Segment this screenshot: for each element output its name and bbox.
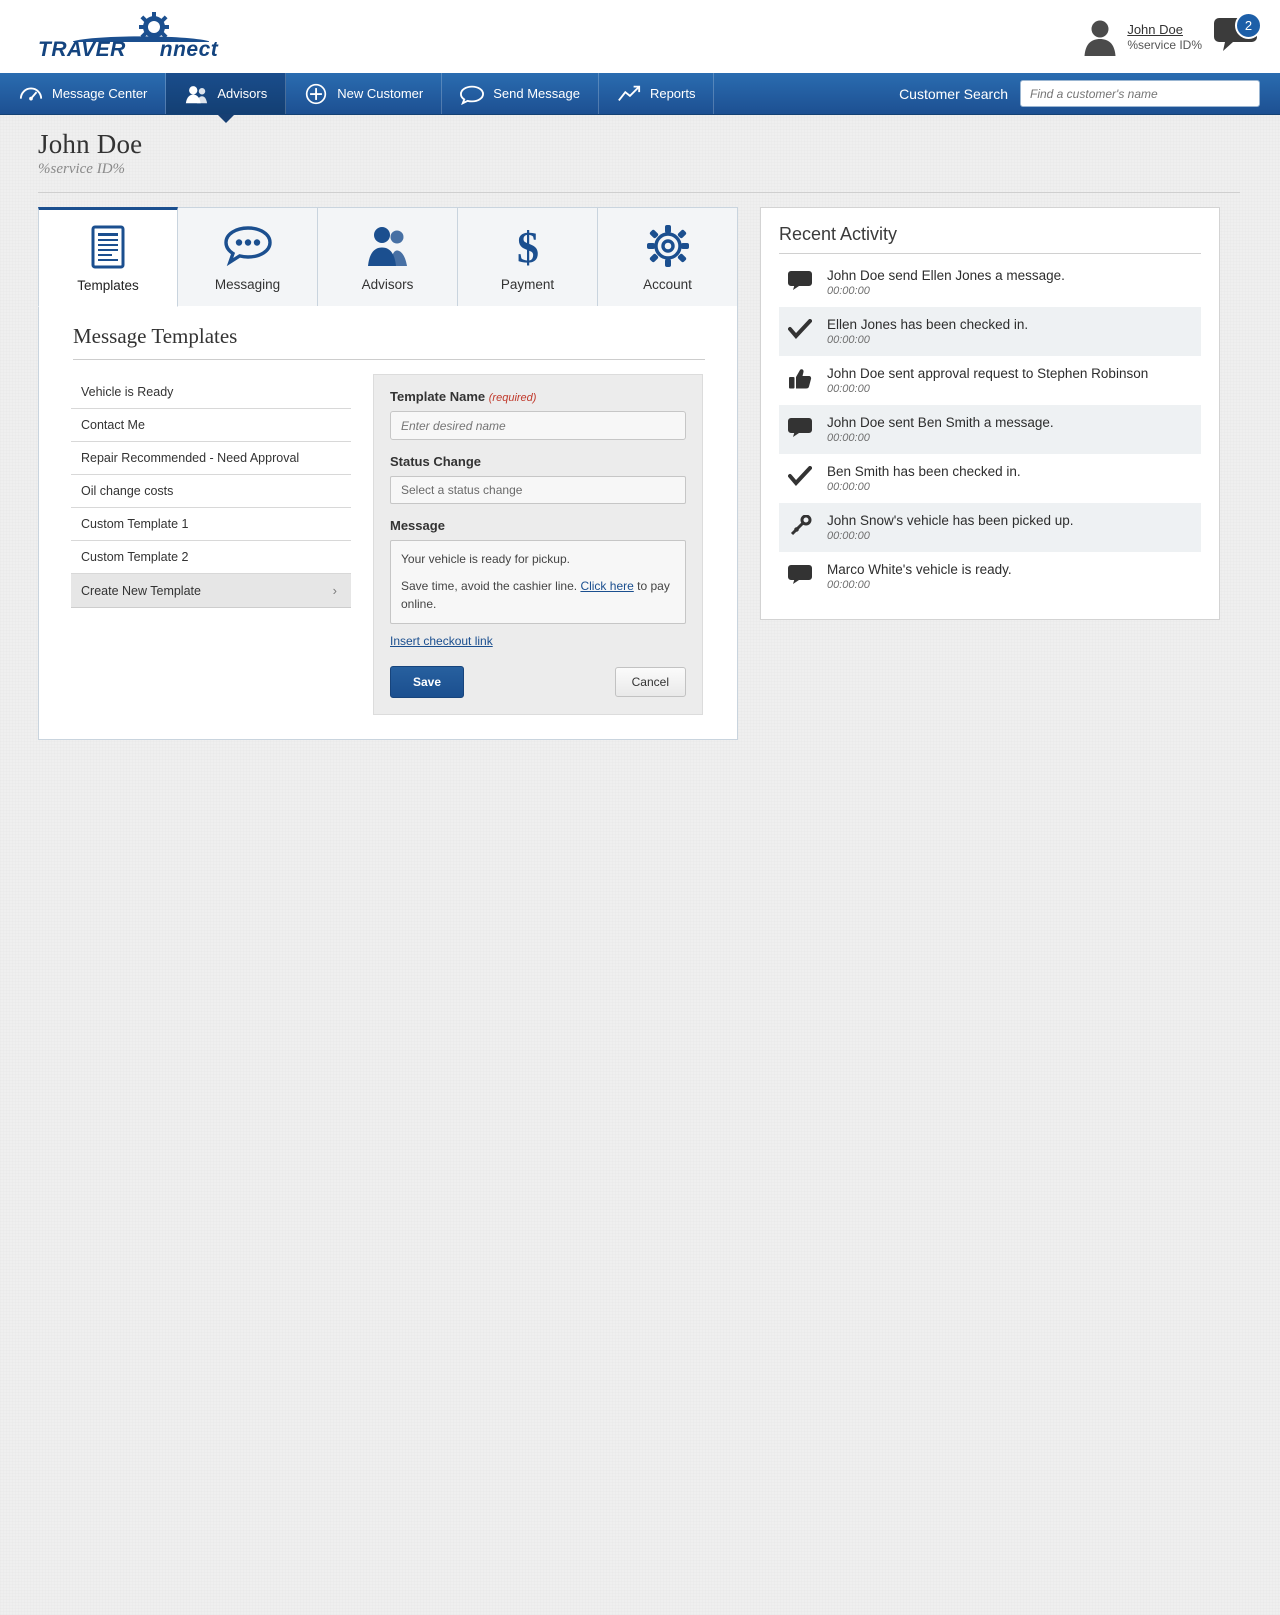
logo-wordmark-left: TRAVER (38, 38, 126, 61)
activity-row[interactable] (779, 454, 1201, 503)
panel-divider (73, 359, 705, 360)
template-name-group (390, 389, 686, 440)
nav-item-advisors[interactable] (166, 73, 286, 114)
activity-text (827, 317, 1028, 346)
activity-text (827, 513, 1074, 542)
template-name-input[interactable] (390, 411, 686, 440)
user-text (1127, 18, 1202, 53)
message-line-2-a: Save time, avoid the cashier line. (401, 578, 581, 593)
activity-row[interactable] (779, 307, 1201, 356)
form-buttons (390, 666, 686, 698)
dollar-icon (511, 223, 545, 269)
activity-message: John Snow's vehicle has been picked up. (827, 513, 1074, 528)
template-form (373, 374, 703, 715)
people-icon (364, 223, 412, 269)
messages-badge: 2 (1235, 12, 1262, 39)
left-column (38, 207, 738, 740)
recent-activity-title: Recent Activity (779, 224, 898, 244)
message-pay-link[interactable]: Click here (580, 578, 634, 593)
status-change-select[interactable] (390, 476, 686, 504)
tab-label-account: Account (643, 276, 692, 292)
activity-time: 00:00:00 (827, 334, 870, 346)
activity-time: 00:00:00 (827, 481, 870, 493)
status-change-label: Status Change (390, 454, 482, 469)
insert-checkout-link[interactable]: Insert checkout link (390, 633, 493, 648)
activity-row[interactable] (779, 356, 1201, 405)
status-change-value: Select a status change (401, 483, 523, 497)
user-name[interactable]: John Doe (1127, 22, 1183, 37)
message-group (390, 518, 686, 650)
activity-time: 00:00:00 (827, 579, 870, 591)
nav-label-reports: Reports (649, 86, 696, 101)
activity-text (827, 464, 1021, 493)
list-item[interactable]: Custom Template 1 (71, 508, 351, 541)
message-line-1: Your vehicle is ready for pickup. (401, 552, 570, 566)
logo-wordmark (38, 38, 218, 62)
user-area[interactable] (1083, 18, 1202, 56)
tab-label-advisors: Advisors (361, 276, 414, 292)
recent-activity-divider (779, 253, 1201, 254)
app-root (0, 0, 1280, 740)
activity-time: 00:00:00 (827, 285, 870, 297)
tab-advisors[interactable] (318, 207, 458, 307)
section-tabs (38, 207, 738, 307)
content-area (0, 193, 1280, 740)
activity-text (827, 366, 1148, 395)
page-title: John Doe (38, 129, 143, 159)
nav-item-new-customer[interactable] (286, 73, 442, 114)
activity-row[interactable] (779, 552, 1201, 601)
right-column (760, 207, 1220, 620)
template-name-label (390, 389, 686, 404)
activity-message: John Doe sent approval request to Stephen Robinson (827, 366, 1149, 381)
create-new-template-item[interactable] (71, 574, 351, 608)
activity-message: Marco White's vehicle is ready. (827, 562, 1012, 577)
customer-search-label: Customer Search (899, 85, 1008, 102)
nav-item-send-message[interactable] (442, 73, 599, 114)
nav-search-area (899, 73, 1280, 114)
activity-message: Ben Smith has been checked in. (827, 464, 1021, 479)
speech-bubble-icon (787, 562, 813, 584)
gauge-icon (19, 83, 43, 105)
status-change-group (390, 454, 686, 504)
chart-line-icon (617, 83, 641, 105)
message-textarea[interactable] (390, 540, 686, 624)
nav-label-message-center: Message Center (52, 86, 148, 101)
panel-body (61, 376, 715, 715)
speech-bubble-icon (787, 268, 813, 290)
cancel-button[interactable]: Cancel (615, 667, 686, 697)
list-item[interactable]: Repair Recommended - Need Approval (71, 442, 351, 475)
nav-label-send-message: Send Message (493, 86, 580, 101)
list-item[interactable]: Custom Template 2 (71, 541, 351, 574)
thumbs-up-icon (787, 366, 813, 390)
activity-text (827, 562, 1012, 591)
message-line-2 (401, 577, 675, 614)
tab-label-templates: Templates (77, 277, 139, 293)
svg-text:$: $ (516, 222, 539, 269)
activity-text (827, 268, 1065, 297)
activity-text (827, 415, 1054, 444)
tab-templates[interactable] (38, 207, 178, 307)
page-header (0, 115, 1280, 184)
recent-activity-panel (760, 207, 1220, 620)
list-item[interactable]: Oil change costs (71, 475, 351, 508)
nav-label-advisors: Advisors (217, 86, 268, 101)
tab-payment[interactable] (458, 207, 598, 307)
save-button[interactable]: Save (390, 666, 464, 698)
logo-wordmark-right: nnect (159, 38, 219, 61)
speech-bubble-icon (460, 83, 484, 105)
nav-item-message-center[interactable] (0, 73, 166, 114)
chevron-right-icon: › (332, 583, 337, 598)
search-input[interactable] (1020, 80, 1260, 107)
speech-bubble-icon (787, 415, 813, 437)
activity-time: 00:00:00 (827, 383, 870, 395)
nav-label-new-customer: New Customer (337, 86, 424, 101)
tab-account[interactable] (598, 207, 738, 307)
main-nav (0, 73, 1280, 115)
message-label: Message (390, 518, 445, 533)
activity-row[interactable] (779, 503, 1201, 552)
message-line-2-b: to pay online. (401, 578, 670, 612)
plus-circle-icon (304, 83, 328, 105)
messages-button[interactable] (1214, 14, 1260, 60)
activity-time: 00:00:00 (827, 432, 870, 444)
list-item[interactable]: Contact Me (71, 409, 351, 442)
list-item[interactable]: Vehicle is Ready (71, 376, 351, 409)
activity-row[interactable] (779, 405, 1201, 454)
gear-icon (644, 223, 692, 269)
tab-messaging[interactable] (178, 207, 318, 307)
activity-row[interactable] (779, 258, 1201, 307)
speech-bubble-icon (222, 223, 274, 269)
advisors-icon (184, 83, 208, 105)
templates-panel (38, 306, 738, 740)
tab-label-messaging: Messaging (214, 276, 281, 292)
template-name-required: (required) (488, 392, 537, 404)
create-new-template-label: Create New Template (81, 583, 201, 598)
activity-time: 00:00:00 (827, 530, 870, 542)
key-icon (787, 513, 813, 537)
nav-item-reports[interactable] (599, 73, 715, 114)
page-subtitle: %service ID% (38, 161, 126, 177)
logo[interactable] (38, 12, 238, 62)
check-icon (787, 317, 813, 339)
panel-title: Message Templates (73, 324, 238, 348)
activity-message: Ellen Jones has been checked in. (827, 317, 1029, 332)
template-name-label-text: Template Name (390, 389, 486, 404)
user-service-id: %service ID% (1127, 38, 1202, 53)
activity-message: John Doe sent Ben Smith a message. (827, 415, 1054, 430)
document-icon (86, 224, 130, 270)
avatar (1083, 18, 1117, 56)
check-icon (787, 464, 813, 486)
activity-message: John Doe send Ellen Jones a message. (827, 268, 1065, 283)
top-bar (0, 0, 1280, 73)
template-list (61, 376, 351, 715)
tab-label-payment: Payment (500, 276, 555, 292)
